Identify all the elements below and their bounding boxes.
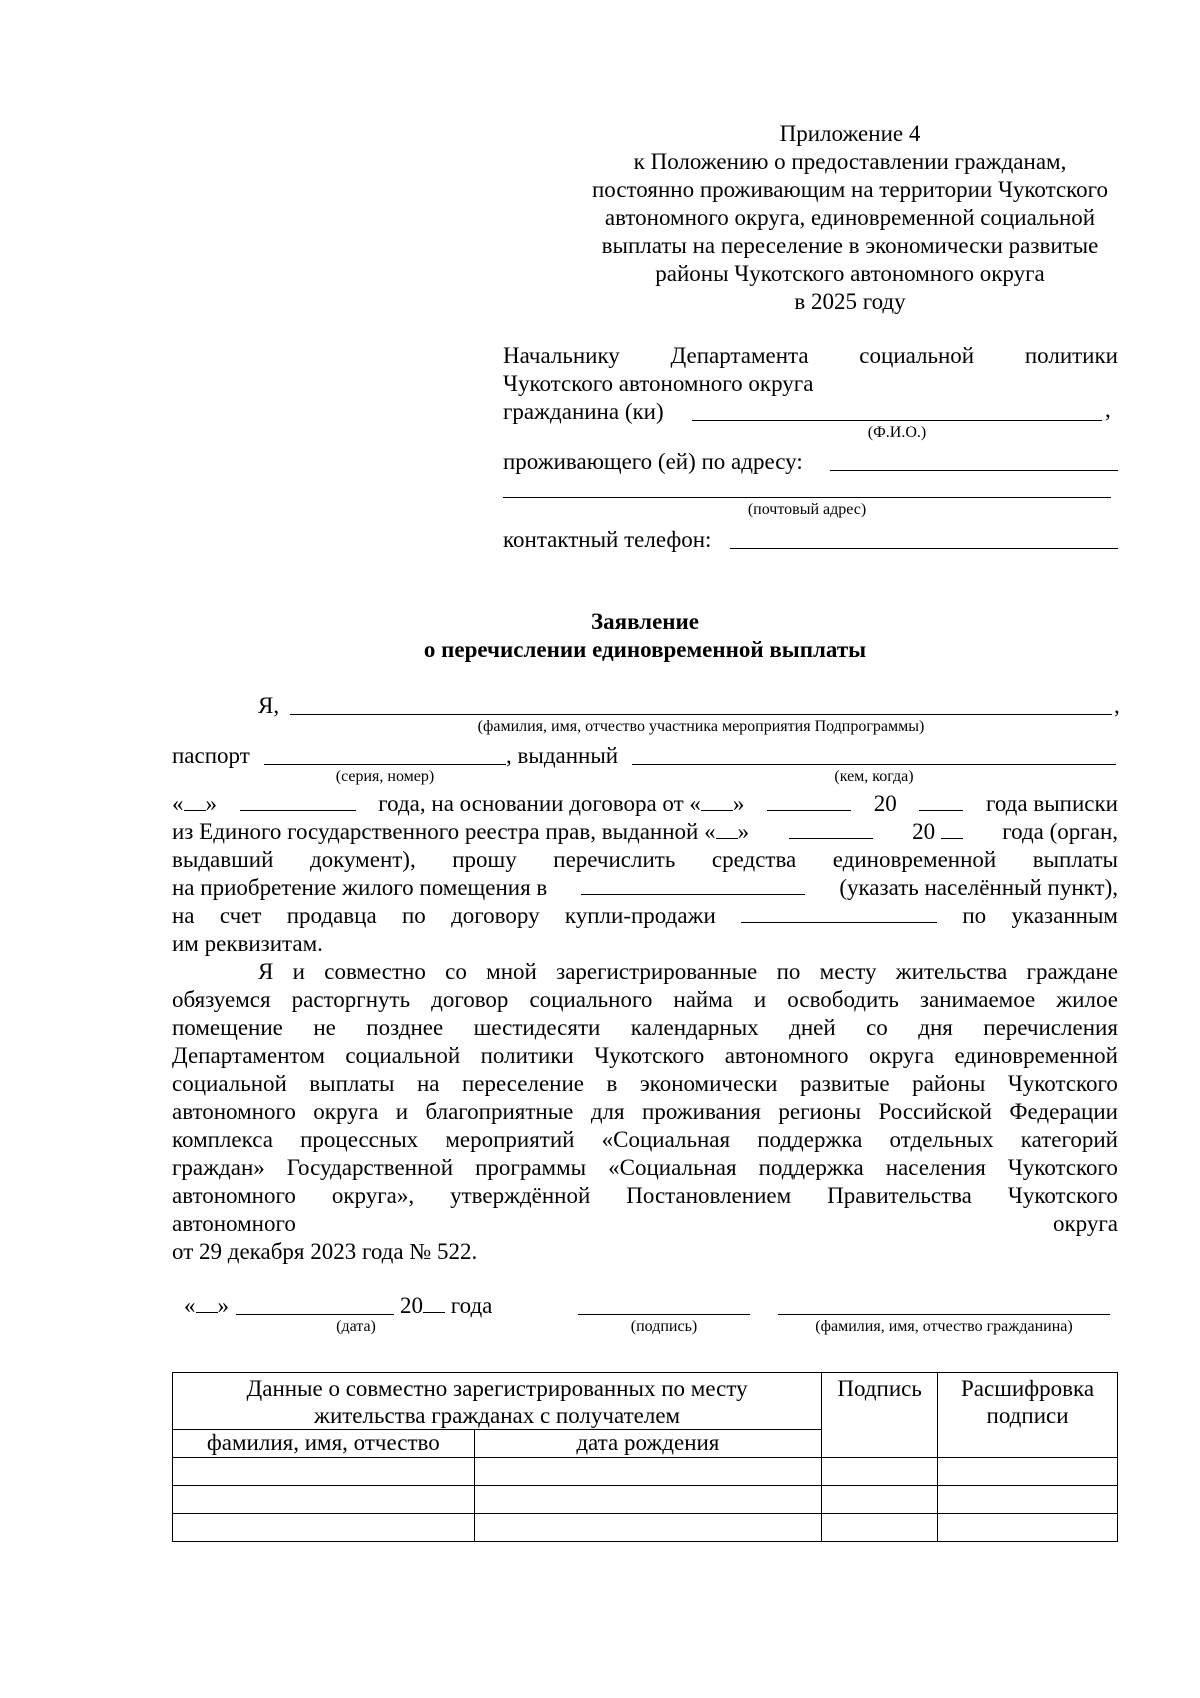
word: на: [172, 903, 195, 928]
word: совместно: [324, 959, 426, 984]
year-basis-text: года, на основании договора от «: [378, 791, 701, 816]
word: месту: [819, 959, 877, 984]
phone-field[interactable]: [730, 548, 1118, 549]
word: выдавший: [172, 847, 274, 872]
word: продавца: [286, 903, 377, 928]
word: и: [292, 959, 305, 984]
organ-text: года (орган,: [1002, 819, 1118, 844]
table-cell[interactable]: [822, 1458, 938, 1486]
para-line: [172, 1154, 1118, 1181]
century-text: 20: [912, 819, 936, 844]
word: автономного: [172, 1183, 296, 1208]
word: указанным: [1011, 903, 1118, 928]
quote-open: «: [184, 1293, 196, 1318]
applicant-name-field[interactable]: [290, 714, 1112, 715]
word: календарных: [630, 1015, 759, 1040]
word: социальной: [172, 1071, 287, 1096]
word: шестидесяти: [473, 1015, 601, 1040]
appendix-line: районы Чукотского автономного округа: [655, 261, 1045, 286]
para-line: [172, 1042, 1118, 1069]
table-cell[interactable]: [474, 1514, 822, 1542]
table-cell[interactable]: [173, 1458, 475, 1486]
word: регионы: [778, 1099, 862, 1124]
addressee-line-1: [503, 342, 1118, 369]
para-line: [172, 1014, 1118, 1041]
quote-open: «: [172, 791, 184, 816]
word: расторгнуть: [291, 987, 411, 1012]
word: экономически: [639, 1071, 778, 1096]
settlement-text: на приобретение жилого помещения в: [172, 875, 548, 900]
registry-day-field[interactable]: [716, 818, 738, 839]
word: в: [606, 1071, 618, 1096]
word: переселение: [461, 1071, 584, 1096]
word: Постановлением: [626, 1183, 792, 1208]
para-line: [172, 986, 1118, 1013]
passport-issuer-field[interactable]: [632, 764, 1116, 765]
appendix-line: автономного округа, единовременной социальной: [604, 205, 1096, 230]
year-text: года: [450, 1293, 493, 1318]
registry-year-field[interactable]: [941, 818, 963, 839]
registry-text: из Единого государственного реестра прав, выданной «: [172, 819, 716, 844]
para-line: [172, 1126, 1118, 1153]
word: для: [590, 1099, 625, 1124]
passport-label: паспорт: [172, 743, 250, 768]
word: округа: [869, 1043, 935, 1068]
word: «Социальная: [608, 1155, 737, 1180]
registry-year-group: [912, 818, 963, 845]
word: жилое: [1056, 987, 1118, 1012]
word: Чукотского: [1007, 1183, 1118, 1208]
appendix-line: Приложение 4: [779, 121, 921, 146]
seller-row: [172, 902, 1118, 929]
word: районы: [912, 1071, 986, 1096]
word: социальной: [345, 1043, 461, 1068]
word: обязуемся: [172, 987, 271, 1012]
word: мероприятий: [445, 1127, 575, 1152]
word: округа: [313, 1099, 379, 1124]
para-line: [172, 1210, 1118, 1237]
quote-close: »: [732, 791, 745, 816]
table-row: [173, 1458, 1118, 1486]
word: перечисления: [983, 1015, 1118, 1040]
table-cell[interactable]: [474, 1458, 822, 1486]
word: дней: [789, 1015, 836, 1040]
word: на: [416, 1071, 440, 1096]
table-header-main: Данные о совместно зарегистрированных по месту жительства гражданах с получателем: [173, 1373, 822, 1430]
word: Чукотского: [1007, 1155, 1118, 1180]
word: автономного: [172, 1211, 296, 1236]
table-row: [173, 1486, 1118, 1514]
word: политики: [480, 1043, 574, 1068]
word: Правительства: [827, 1183, 972, 1208]
addressee-line-2: Чукотского автономного округа: [503, 371, 814, 396]
word: Государственной: [286, 1155, 454, 1180]
settlement-hint: (указать населённый пункт),: [839, 875, 1118, 900]
sign-year-field[interactable]: [423, 1292, 445, 1313]
table-col-birth: дата рождения: [474, 1430, 822, 1458]
document-title: Заявление: [590, 609, 700, 634]
registry-row: [172, 818, 1118, 845]
series-caption: (серия, номер): [335, 768, 435, 785]
word: граждан»: [172, 1155, 265, 1180]
word: найма: [673, 987, 733, 1012]
quote-close: »: [217, 1293, 229, 1318]
sign-month-field[interactable]: [236, 1314, 394, 1315]
word: и: [753, 987, 767, 1012]
table-header-decode: Расшифровка подписи: [938, 1373, 1118, 1458]
word: Федерации: [1009, 1099, 1118, 1124]
word: населения: [885, 1155, 986, 1180]
table-cell[interactable]: [822, 1486, 938, 1514]
word: Департаментом: [172, 1043, 325, 1068]
word: процессных: [300, 1127, 419, 1152]
sale-contract-field[interactable]: [741, 902, 937, 923]
citizen-fio-field[interactable]: [778, 1314, 1110, 1315]
appendix-line: выплаты на переселение в экономически развитые: [601, 233, 1099, 258]
postal-caption: (почтовый адрес): [747, 501, 867, 518]
table-header-signature: Подпись: [822, 1373, 938, 1458]
requisites-line: им реквизитам.: [172, 931, 323, 956]
word: договор: [431, 987, 509, 1012]
word: социального: [529, 987, 653, 1012]
table-col-fio: фамилия, имя, отчество: [173, 1430, 475, 1458]
para-line: [172, 1098, 1118, 1125]
table-cell[interactable]: [474, 1486, 822, 1514]
word: мной: [486, 959, 537, 984]
contract-year-field[interactable]: [919, 790, 963, 811]
quote-close: »: [737, 819, 750, 844]
table-cell[interactable]: [938, 1458, 1118, 1486]
addressee-word: Начальнику: [503, 343, 620, 368]
word: Я: [258, 959, 274, 984]
word: по: [401, 903, 426, 928]
registry-group: [172, 818, 749, 845]
quote-close: »: [205, 791, 217, 816]
resolution-line: от 29 декабря 2023 года № 522.: [172, 1239, 478, 1264]
addressee-word: социальной: [859, 343, 975, 368]
word: выплаты: [309, 1071, 395, 1096]
word: Чукотского: [1007, 1071, 1118, 1096]
appendix-line: в 2025 году: [794, 289, 906, 314]
i-label: Я,: [258, 693, 280, 718]
signature-field[interactable]: [578, 1314, 750, 1315]
word: зарегистрированные: [556, 959, 758, 984]
contract-day-group: [172, 790, 217, 817]
table-cell[interactable]: [938, 1514, 1118, 1542]
word: проживания: [642, 1099, 761, 1124]
date-caption: (дата): [336, 1318, 376, 1335]
address-field-1[interactable]: [830, 470, 1118, 471]
word: благоприятные: [425, 1099, 574, 1124]
addressee-word: политики: [1024, 343, 1118, 368]
word: округа»,: [331, 1183, 415, 1208]
word: категорий: [1020, 1127, 1118, 1152]
word: по: [962, 903, 987, 928]
word: по: [776, 959, 801, 984]
word: утверждённой: [450, 1183, 591, 1208]
sign-year-group: [400, 1292, 492, 1319]
word: освободить: [787, 987, 899, 1012]
word: и: [395, 1099, 409, 1124]
fio-caption: (фамилия, имя, отчество гражданина): [815, 1318, 1073, 1335]
word: купли-продажи: [564, 903, 716, 928]
sign-date-group: [184, 1292, 229, 1319]
word: поддержка: [758, 1155, 864, 1180]
contract-month-field[interactable]: [767, 790, 851, 811]
registry-month-field[interactable]: [789, 818, 873, 839]
word: округа: [1052, 1211, 1118, 1236]
word: со: [445, 959, 467, 984]
word: Российской: [878, 1099, 992, 1124]
word: автономного: [724, 1043, 849, 1068]
word: развитые: [799, 1071, 890, 1096]
word: со: [866, 1015, 888, 1040]
citizen-label: гражданина (ки): [503, 399, 664, 424]
word: граждане: [1026, 959, 1118, 984]
address-label: проживающего (ей) по адресу:: [503, 449, 803, 474]
word: помещение: [172, 1015, 283, 1040]
contract-date-row: [172, 790, 1118, 817]
word: единовременной: [954, 1043, 1118, 1068]
word: занимаемое: [919, 987, 1036, 1012]
word: поддержка: [757, 1127, 863, 1152]
month-field[interactable]: [240, 790, 356, 811]
address-field-2[interactable]: [503, 497, 1111, 498]
registered-citizens-table: [172, 1372, 1118, 1542]
settlement-row: [172, 874, 1118, 901]
century-text: 20: [400, 1293, 423, 1318]
table-cell[interactable]: [173, 1514, 475, 1542]
para-line: [172, 1070, 1118, 1097]
table-cell[interactable]: [938, 1486, 1118, 1514]
word: Чукотского: [594, 1043, 705, 1068]
word: программы: [475, 1155, 587, 1180]
word: выплаты: [1032, 847, 1118, 872]
word: дня: [918, 1015, 953, 1040]
document-subtitle: о перечислении единовременной выплаты: [423, 637, 867, 662]
fio-caption: (Ф.И.О.): [867, 424, 927, 441]
year-extract-text: года выписки: [985, 791, 1118, 816]
appendix-line: к Положению о предоставлении гражданам,: [633, 149, 1067, 174]
settlement-field[interactable]: [581, 874, 805, 895]
word: «Социальная: [601, 1127, 731, 1152]
sign-day-field[interactable]: [196, 1292, 218, 1313]
word: договору: [451, 903, 540, 928]
para-line: [172, 1182, 1118, 1209]
year-basis-group: [378, 790, 744, 817]
citizen-comma: ,: [1105, 397, 1111, 422]
word: документ),: [309, 847, 416, 872]
word: прошу: [452, 847, 517, 872]
request-row: [172, 846, 1118, 873]
table-cell[interactable]: [173, 1486, 475, 1514]
para-line: [258, 958, 1118, 985]
phone-label: контактный телефон:: [503, 527, 712, 552]
issuer-caption: (кем, когда): [834, 768, 914, 785]
citizen-name-field[interactable]: [692, 420, 1102, 421]
contract-day-field[interactable]: [701, 790, 733, 811]
day-field[interactable]: [184, 790, 206, 811]
word: отдельных: [889, 1127, 994, 1152]
addressee-word: Департамента: [670, 343, 809, 368]
table-cell[interactable]: [822, 1514, 938, 1542]
word: единовременной: [832, 847, 997, 872]
word: жительства: [895, 959, 1008, 984]
word: комплекса: [172, 1127, 273, 1152]
word: счет: [219, 903, 262, 928]
issued-label: , выданный: [506, 743, 619, 768]
passport-series-field[interactable]: [264, 764, 506, 765]
century-text: 20: [873, 791, 897, 816]
word: средства: [711, 847, 797, 872]
word: не: [313, 1015, 336, 1040]
word: позднее: [366, 1015, 444, 1040]
word: автономного: [172, 1099, 296, 1124]
sign-caption: (подпись): [630, 1318, 698, 1335]
i-comma: ,: [1114, 693, 1120, 718]
table-row: [173, 1514, 1118, 1542]
appendix-line: постоянно проживающим на территории Чукотского: [591, 177, 1109, 202]
applicant-caption: (фамилия, имя, отчество участника мероприятия Подпрограммы): [477, 718, 925, 735]
word: перечислить: [553, 847, 676, 872]
